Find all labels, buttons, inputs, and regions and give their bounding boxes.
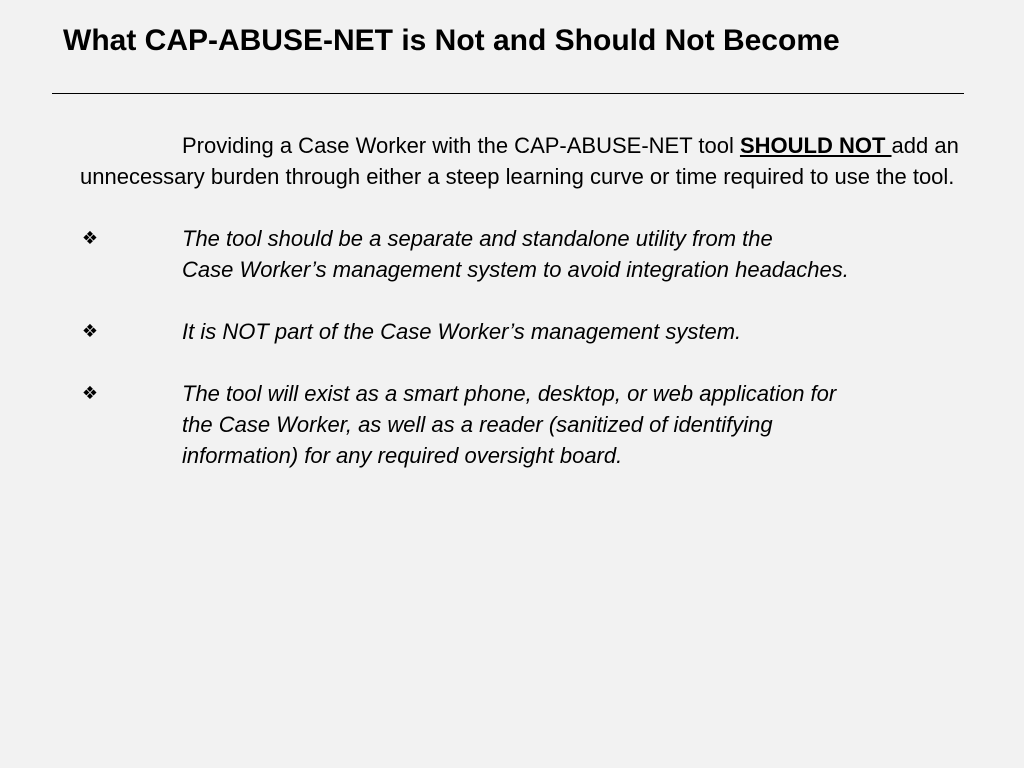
bullet-item bbox=[80, 223, 980, 285]
bullet-item bbox=[80, 316, 980, 347]
intro-text-after: add an unnecessary burden through either a steep learning curve or time required to use the tool. bbox=[80, 133, 959, 189]
bullet-text: It is NOT part of the Case Worker’s management system. bbox=[182, 319, 742, 344]
intro-emphasis: SHOULD NOT bbox=[739, 133, 892, 158]
bullet-item bbox=[80, 378, 980, 471]
diamond-bullet-icon: ❖ bbox=[81, 321, 99, 342]
diamond-bullet-icon: ❖ bbox=[81, 383, 99, 404]
slide-body bbox=[80, 130, 980, 471]
bullet-text: The tool will exist as a smart phone, desktop, or web application for the Case Worker, as well as a reader (sanitized of identifying information) for any required oversight board. bbox=[182, 381, 837, 468]
diamond-bullet-icon: ❖ bbox=[81, 228, 99, 249]
intro-text-before: Providing a Case Worker with the CAP-ABUSE-NET tool bbox=[182, 133, 740, 158]
slide-title: What CAP-ABUSE-NET is Not and Should Not Become bbox=[63, 24, 840, 57]
title-divider bbox=[52, 93, 964, 94]
intro-paragraph bbox=[80, 130, 980, 192]
bullet-text: The tool should be a separate and standalone utility from the Case Worker’s management system to avoid integration headaches. bbox=[182, 226, 849, 282]
